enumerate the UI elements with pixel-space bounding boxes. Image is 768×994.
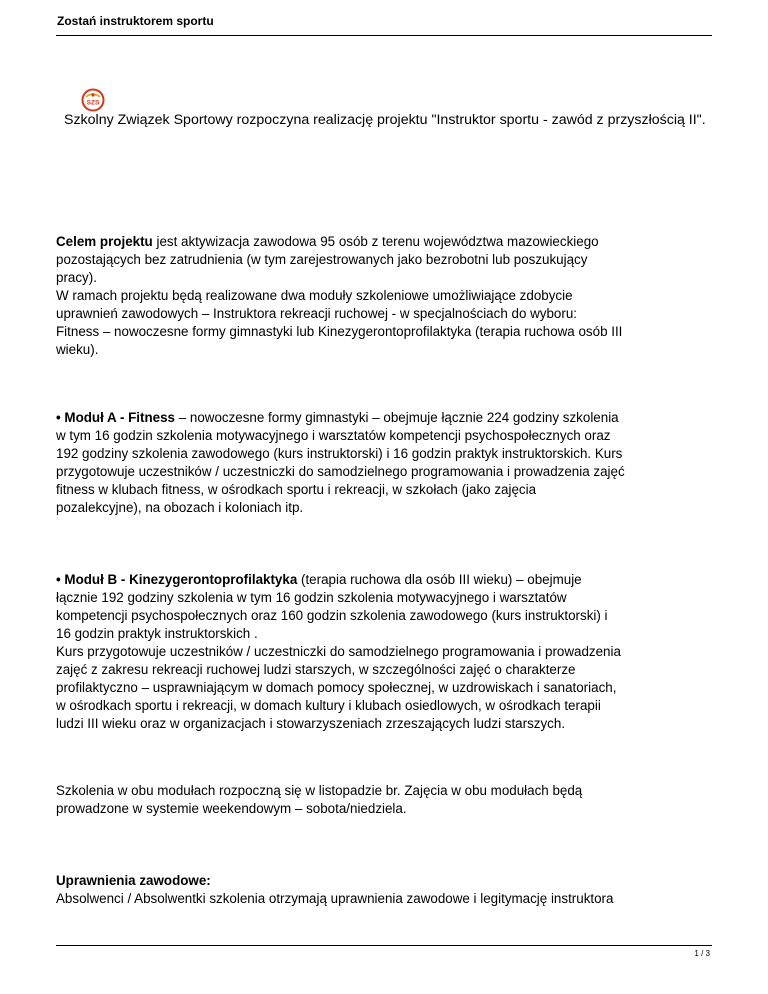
qualifications-heading: Uprawnienia zawodowe: xyxy=(56,873,211,888)
goal-line: W ramach projektu będą realizowane dwa moduły szkoleniowe umożliwiające zdobycie xyxy=(56,288,573,303)
qualifications-line: Absolwenci / Absolwentki szkolenia otrzymają uprawnienia zawodowe i legitymację instruktora xyxy=(56,891,614,906)
goal-line: wieku). xyxy=(56,342,99,357)
module-a-label: • Moduł A - Fitness xyxy=(56,410,175,425)
goal-label: Celem projektu xyxy=(56,234,153,249)
goal-line: jest aktywizacja zawodowa 95 osób z terenu województwa mazowieckiego xyxy=(152,234,599,249)
module-b-line: Kurs przygotowuje uczestników / uczestniczki do samodzielnego programowania i prowadzenia xyxy=(56,644,621,659)
qualifications-section xyxy=(56,872,716,908)
module-b-line: (terapia ruchowa dla osób III wieku) – obejmuje xyxy=(297,572,582,587)
module-a-line: fitness w klubach fitness, w ośrodkach sportu i rekreacji, w szkołach (jako zajęcia xyxy=(56,482,537,497)
schedule-line: Szkolenia w obu modułach rozpoczną się w listopadzie br. Zajęcia w obu modułach będą xyxy=(56,783,583,798)
header-rule xyxy=(56,35,712,36)
goal-line: pozostających bez zatrudnienia (w tym zarejestrowanych jako bezrobotni lub poszukujący xyxy=(56,252,588,267)
module-b-line: profilaktyczno – usprawniającym w domach pomocy społecznej, w uzdrowiskach i sanatoriach, xyxy=(56,680,617,695)
module-b-line: zajęć z zakresu rekreacji ruchowej ludzi starszych, w szczególności zajęć o charakterze xyxy=(56,662,576,677)
szs-logo-text: SZS xyxy=(86,99,100,107)
module-b-line: łącznie 192 godziny szkolenia w tym 16 godzin szkolenia motywacyjnego i warsztatów xyxy=(56,590,567,605)
module-a-line: w tym 16 godzin szkolenia motywacyjnego i warsztatów kompetencji psychospołecznych oraz xyxy=(56,428,611,443)
module-b-line: w ośrodkach sportu i rekreacji, w domach kultury i klubach osiedlowych, w ośrodkach terapii xyxy=(56,698,601,713)
goal-paragraph xyxy=(56,233,716,359)
page-header-title: Zostań instruktorem sportu xyxy=(57,14,214,28)
goal-line: uprawnień zawodowych – Instruktora rekreacji ruchowej - w specjalnościach do wyboru: xyxy=(56,306,577,321)
schedule-paragraph xyxy=(56,782,716,818)
module-a-line: – nowoczesne formy gimnastyki – obejmuje łącznie 224 godziny szkolenia xyxy=(175,410,619,425)
module-a-paragraph xyxy=(56,409,716,517)
module-b-label: • Moduł B - Kinezygerontoprofilaktyka xyxy=(56,572,298,587)
intro-text: Szkolny Związek Sportowy rozpoczyna realizację projektu "Instruktor sportu - zawód z przyszłością II". xyxy=(64,112,706,128)
goal-line: Fitness – nowoczesne formy gimnastyki lub Kinezygerontoprofilaktyka (terapia ruchowa osób III xyxy=(56,324,623,339)
szs-logo-icon xyxy=(81,88,105,112)
module-b-paragraph xyxy=(56,571,716,733)
module-a-line: przygotowuje uczestników / uczestniczki do samodzielnego programowania i prowadzenia zajęć xyxy=(56,464,625,479)
module-a-line: 192 godziny szkolenia zawodowego (kurs instruktorski) i 16 godzin praktyk instruktorskich. Kurs xyxy=(56,446,623,461)
module-b-line: 16 godzin praktyk instruktorskich . xyxy=(56,626,258,641)
module-b-line: kompetencji psychospołecznych oraz 160 godzin szkolenia zawodowego (kurs instruktorski) i xyxy=(56,608,608,623)
schedule-line: prowadzone w systemie weekendowym – sobota/niedziela. xyxy=(56,801,407,816)
goal-line: pracy). xyxy=(56,270,97,285)
module-b-line: ludzi III wieku oraz w organizacjach i stowarzyszeniach zrzeszających ludzi starszych. xyxy=(56,716,566,731)
page-number: 1 / 3 xyxy=(694,949,710,958)
module-a-line: pozalekcyjne), na obozach i koloniach itp. xyxy=(56,500,304,515)
footer-rule xyxy=(56,945,712,946)
